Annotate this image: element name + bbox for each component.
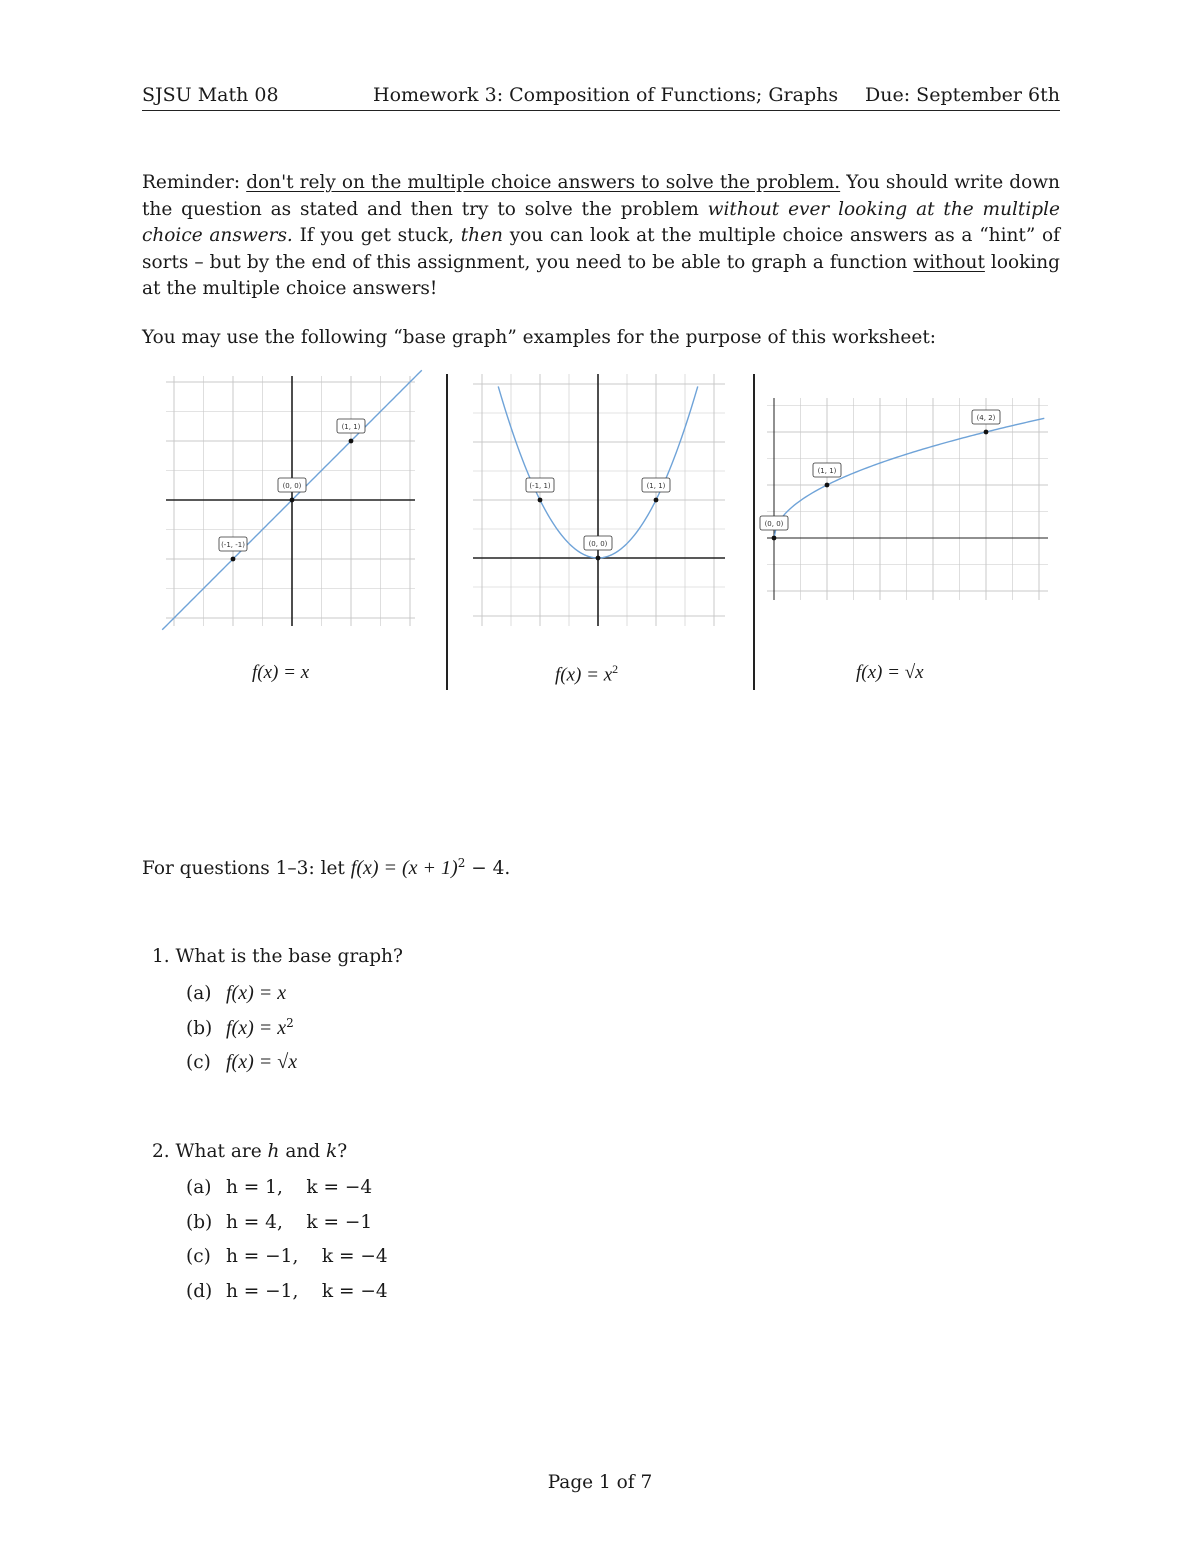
option-2d[interactable]: [186, 1281, 388, 1302]
caption-quadratic-base: f(x) = x: [555, 664, 613, 686]
reminder-text-1: You should write down the question as stated and then try to solve the problem: [142, 172, 1060, 220]
data-point: [231, 557, 236, 562]
data-point: [772, 536, 777, 541]
question-2: [152, 1141, 347, 1162]
option-text: h = 1, k = −4: [226, 1177, 373, 1198]
questions-intro-func: f(x) = (x + 1): [350, 857, 458, 880]
option-label: (a): [186, 1177, 212, 1198]
homework-title: Homework 3: Composition of Functions; Graphs: [373, 84, 839, 106]
course-name: SJSU Math 08: [142, 84, 279, 106]
point-label: (0, 0): [764, 520, 784, 528]
question-text: What is the base graph?: [175, 946, 403, 967]
point-label: (1, 1): [341, 423, 361, 431]
data-point: [538, 498, 543, 503]
reminder-italic-1: without ever looking at the multiple choice answers.: [142, 198, 1060, 246]
point-label: (0, 0): [282, 482, 302, 490]
option-1c[interactable]: [186, 1051, 297, 1074]
option-text: h = −1, k = −4: [226, 1246, 388, 1267]
question-text-a: What are: [175, 1141, 262, 1162]
option-2c[interactable]: [186, 1246, 388, 1267]
point-label: (1, 1): [817, 467, 837, 475]
reminder-paragraph: [142, 170, 1060, 303]
caption-linear: f(x) = x: [252, 662, 310, 683]
option-label: (d): [186, 1281, 213, 1302]
reminder-text-3: you can look at the multiple choice answers as a “hint” of sorts – but by the end of this assignment, you need to be able to graph a function: [142, 225, 1061, 273]
option-text: h = −1, k = −4: [226, 1281, 388, 1302]
option-label: (c): [186, 1052, 211, 1073]
option-text: f(x) = x: [226, 1017, 287, 1040]
reminder-italic-2: then: [460, 225, 503, 246]
option-1a[interactable]: [186, 982, 286, 1005]
option-2a[interactable]: [186, 1177, 372, 1198]
data-point: [654, 498, 659, 503]
option-label: (a): [186, 983, 212, 1004]
data-point: [290, 498, 295, 503]
graph-divider: [753, 374, 755, 690]
function-curve: [774, 418, 1044, 538]
point-label: (1, 1): [646, 482, 666, 490]
graph-divider: [446, 374, 448, 690]
reminder-text-4: looking at the multiple choice answers!: [142, 251, 1060, 299]
reminder-lead: Reminder:: [142, 172, 241, 193]
reminder-text-2: If you get stuck,: [299, 225, 454, 246]
question-text-c: ?: [337, 1141, 348, 1162]
questions-intro: [142, 856, 510, 880]
base-graph-intro: You may use the following “base graph” examples for the purpose of this worksheet:: [142, 327, 937, 348]
due-date: Due: September 6th: [865, 84, 1060, 106]
option-label: (b): [186, 1018, 213, 1040]
question-1: [152, 946, 403, 967]
option-text: f(x) = x: [226, 982, 287, 1004]
option-label: (c): [186, 1246, 211, 1267]
data-point: [825, 483, 830, 488]
reminder-underline-2: without: [913, 251, 985, 273]
base-graphs-figure: [160, 368, 1060, 690]
caption-sqrt: f(x) = √x: [856, 662, 924, 683]
question-number: 1.: [152, 946, 170, 967]
point-label: (0, 0): [588, 540, 608, 548]
data-point: [596, 556, 601, 561]
option-exp: 2: [286, 1016, 294, 1030]
questions-intro-exp: 2: [457, 856, 466, 870]
question-var-k: k: [326, 1141, 338, 1162]
data-point: [349, 439, 354, 444]
option-label: (b): [186, 1212, 213, 1233]
page-header: [142, 84, 1060, 111]
option-1b[interactable]: [186, 1016, 294, 1040]
option-text: h = 4, k = −1: [226, 1212, 373, 1233]
caption-quadratic-exp: 2: [612, 662, 619, 676]
question-text-b: and: [285, 1141, 321, 1162]
questions-intro-tail: − 4.: [471, 858, 511, 880]
option-text: f(x) = √x: [226, 1051, 298, 1073]
option-2b[interactable]: [186, 1212, 372, 1233]
data-point: [984, 430, 989, 435]
questions-intro-lead: For questions 1–3: let: [142, 858, 345, 880]
question-var-h: h: [267, 1141, 280, 1162]
caption-quadratic: [555, 662, 618, 686]
point-label: (4, 2): [976, 414, 996, 422]
point-label: (-1, -1): [221, 541, 245, 549]
point-label: (-1, 1): [529, 482, 551, 490]
question-number: 2.: [152, 1141, 170, 1162]
reminder-underline-1: don't rely on the multiple choice answers to solve the problem.: [246, 172, 841, 193]
page-footer: Page 1 of 7: [547, 1472, 653, 1493]
